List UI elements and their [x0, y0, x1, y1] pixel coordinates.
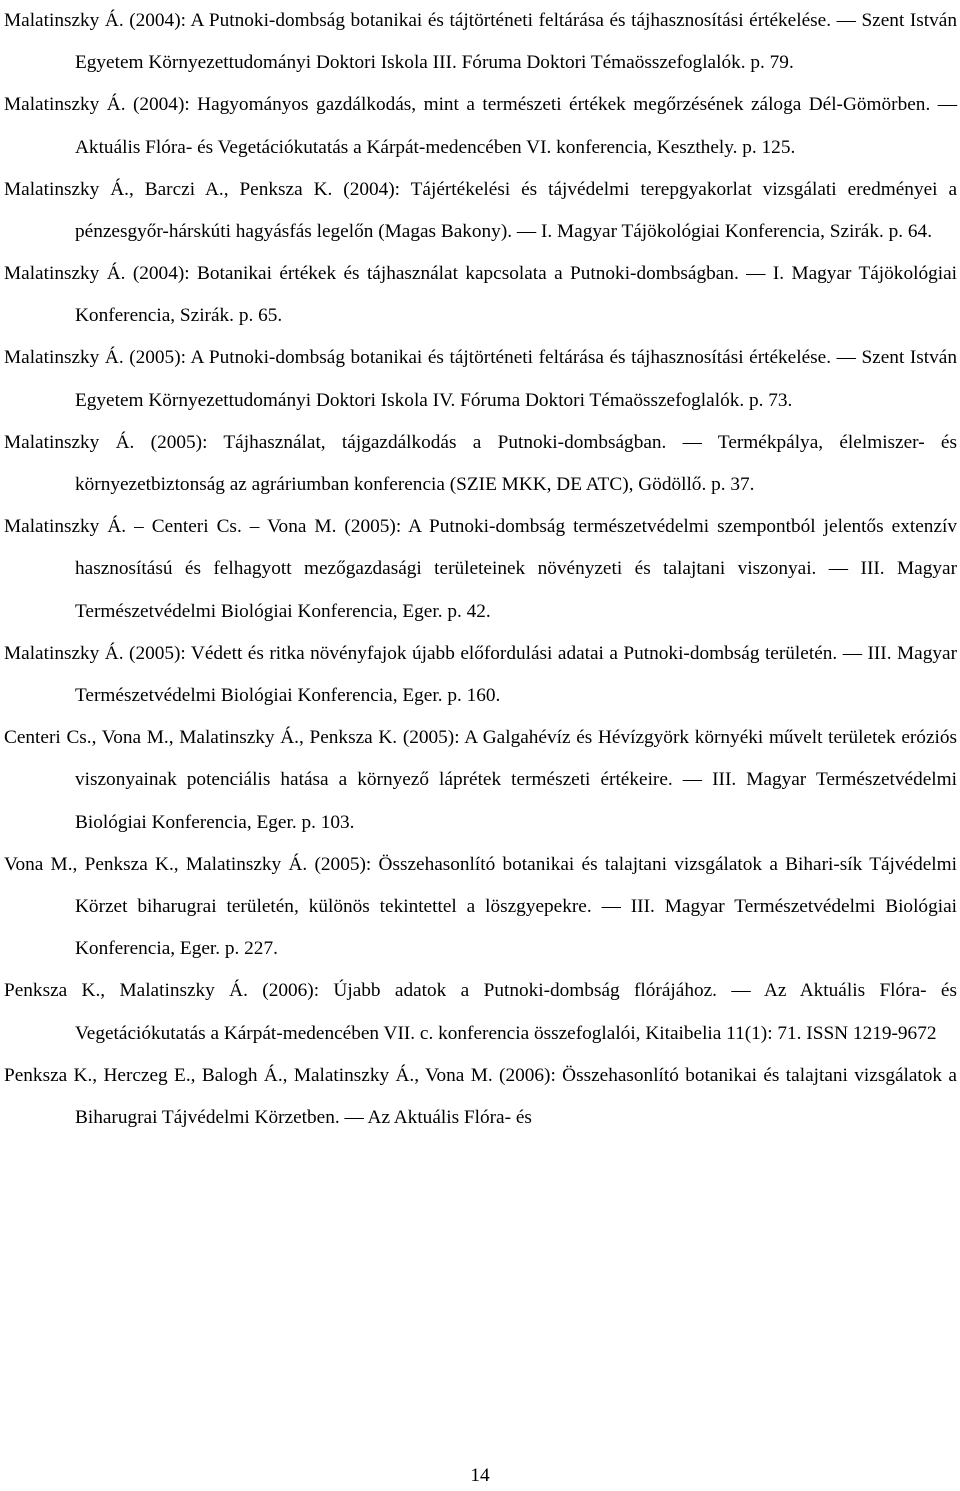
- reference-entry: Malatinszky Á. (2005): A Putnoki-dombság botanikai és tájtörténeti feltárása és tájhasznosítási értékelése. — Szent István Egyetem Környezettudományi Doktori Iskola IV. Fóruma Doktori Témaösszefoglalók. p. 73.: [4, 347, 957, 411]
- reference-list: [4, 0, 957, 1139]
- reference-entry: Penksza K., Herczeg E., Balogh Á., Malatinszky Á., Vona M. (2006): Összehasonlító botanikai és talajtani vizsgálatok a Biharugrai Tájvédelmi Körzetben. — Az Aktuális Flóra- és: [4, 1064, 957, 1129]
- reference-entry: Vona M., Penksza K., Malatinszky Á. (2005): Összehasonlító botanikai és talajtani vizsgálatok a Bihari-sík Tájvédelmi Körzet biharugrai területén, különös tekintettel a löszgyepekre. — III. Magyar Természetvédelmi Biológiai Konferencia, Eger. p. 227.: [4, 853, 957, 960]
- reference-entry: Penksza K., Malatinszky Á. (2006): Újabb adatok a Putnoki-dombság flórájához. — Az Aktuális Flóra- és Vegetációkutatás a Kárpát-medencében VII. c. konferencia összefoglalói, Kitaibelia 11(1): 71. ISSN 1219-9672: [4, 980, 957, 1044]
- reference-entry: Centeri Cs., Vona M., Malatinszky Á., Penksza K. (2005): A Galgahévíz és Hévízgyörk környéki művelt területek eróziós viszonyainak potenciális hatása a környező láprétek természeti értékeire. — III. Magyar Természetvédelmi Biológiai Konferencia, Eger. p. 103.: [4, 726, 957, 833]
- reference-entry: Malatinszky Á. (2004): A Putnoki-dombság botanikai és tájtörténeti feltárása és tájhasznosítási értékelése. — Szent István Egyetem Környezettudományi Doktori Iskola III. Fóruma Doktori Témaösszefoglalók. p. 79.: [4, 10, 957, 74]
- reference-entry: Malatinszky Á. (2005): Tájhasználat, tájgazdálkodás a Putnoki-dombságban. — Termékpálya, élelmiszer- és környezetbiztonság az agráriumban konferencia (SZIE MKK, DE ATC), Gödöllő. p. 37.: [4, 431, 957, 495]
- reference-entry: Malatinszky Á., Barczi A., Penksza K. (2004): Tájértékelési és tájvédelmi terepgyakorlat vizsgálati eredményei a pénzesgyőr-hárskúti hagyásfás legelőn (Magas Bakony). — I. Magyar Tájökológiai Konferencia, Szirák. p. 64.: [4, 178, 957, 243]
- reference-entry: Malatinszky Á. (2004): Botanikai értékek és tájhasználat kapcsolata a Putnoki-dombságban. — I. Magyar Tájökológiai Konferencia, Szirák. p. 65.: [4, 262, 957, 327]
- reference-entry: Malatinszky Á. (2004): Hagyományos gazdálkodás, mint a természeti értékek megőrzésének záloga Dél-Gömörben. — Aktuális Flóra- és Vegetációkutatás a Kárpát-medencében VI. konferencia, Keszthely. p. 125.: [4, 94, 957, 158]
- reference-entry: Malatinszky Á. – Centeri Cs. – Vona M. (2005): A Putnoki-dombság természetvédelmi szempontból jelentős extenzív hasznosítású és felhagyott mezőgazdasági területeinek növényzeti és talajtani viszonyai. — III. Magyar Természetvédelmi Biológiai Konferencia, Eger. p. 42.: [4, 515, 957, 622]
- reference-entry: Malatinszky Á. (2005): Védett és ritka növényfajok újabb előfordulási adatai a Putnoki-dombság területén. — III. Magyar Természetvédelmi Biológiai Konferencia, Eger. p. 160.: [4, 642, 957, 706]
- page-number: 14: [470, 1465, 490, 1486]
